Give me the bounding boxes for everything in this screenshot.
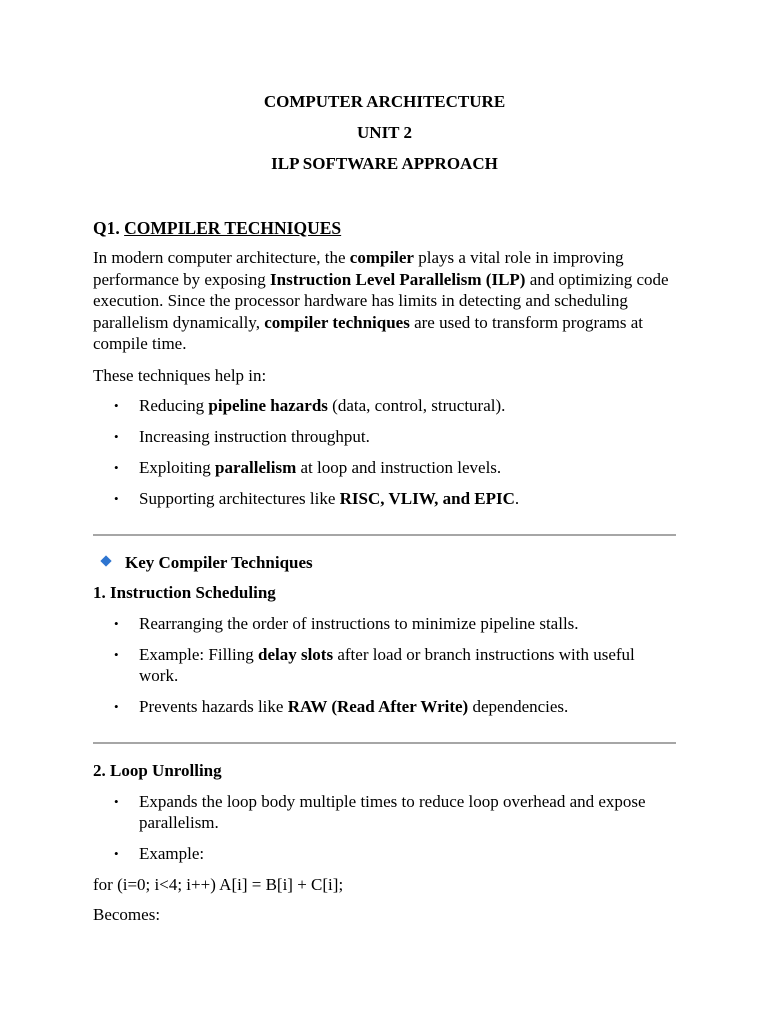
list-item <box>93 843 676 865</box>
item-text-end: (data, control, structural). <box>327 396 506 415</box>
list-item <box>93 457 676 479</box>
item-text: Example: <box>139 844 205 863</box>
document-header <box>93 86 676 179</box>
bullet-icon: • <box>114 615 119 631</box>
intro-paragraph <box>93 247 676 355</box>
topic-title: ILP SOFTWARE APPROACH <box>271 154 498 173</box>
intro-text-1: In modern computer architecture, the <box>93 248 350 267</box>
item-text: Exploiting <box>139 458 216 477</box>
key-techniques-heading <box>93 552 676 574</box>
list-item <box>93 488 676 510</box>
item-bold: RISC, VLIW, and EPIC <box>339 489 515 508</box>
document-page <box>93 86 676 926</box>
diamond-icon <box>100 555 111 566</box>
horizontal-divider <box>93 742 676 744</box>
key-heading-text: Key Compiler Techniques <box>125 552 313 572</box>
item-bold: RAW (Read After Write) <box>287 697 469 716</box>
section-heading-instruction-scheduling: 1. Instruction Scheduling <box>93 582 276 602</box>
intro-text-4: are used to transform programs at compile time. <box>93 312 644 353</box>
list-item <box>93 426 676 448</box>
item-text: Prevents hazards like <box>139 697 288 716</box>
bullet-icon: • <box>114 429 119 444</box>
unrolling-list <box>93 791 676 865</box>
list-item <box>93 644 676 687</box>
item-text-end: after load or branch instructions with useful work. <box>139 644 635 685</box>
list-item <box>93 395 676 417</box>
list-item <box>93 791 676 834</box>
bullet-icon: • <box>114 846 119 861</box>
item-text: Reducing <box>139 396 209 415</box>
item-bold: delay slots <box>258 644 334 664</box>
section-heading-loop-unrolling: 2. Loop Unrolling <box>93 760 222 780</box>
question-title: COMPILER TECHNIQUES <box>124 218 342 238</box>
intro-text-3: and optimizing code execution. Since the processor hardware has limits in detecting and scheduling parallelism dynamically, <box>93 269 669 332</box>
unit-title: UNIT 2 <box>357 123 412 142</box>
item-text-end: dependencies. <box>468 697 569 716</box>
intro-bold-1: compiler <box>349 248 414 267</box>
item-bold: pipeline hazards <box>208 396 328 415</box>
question-number: Q1. <box>93 218 120 238</box>
item-bold: parallelism <box>215 458 297 477</box>
intro-bold-3: compiler techniques <box>264 312 410 332</box>
bullet-icon: • <box>114 646 119 662</box>
becomes-label: Becomes: <box>93 905 161 924</box>
list-item <box>93 696 676 718</box>
code-example: for (i=0; i<4; i++) A[i] = B[i] + C[i]; <box>93 874 344 894</box>
item-text-end: . <box>514 489 520 508</box>
item-text: Rearranging the order of instructions to minimize pipeline stalls. <box>139 613 579 633</box>
scheduling-list <box>93 613 676 718</box>
bullet-icon: • <box>114 699 119 714</box>
question-heading <box>93 217 676 239</box>
bullet-icon: • <box>114 793 119 809</box>
item-text: Expands the loop body multiple times to reduce loop overhead and expose parallelism. <box>139 791 646 832</box>
item-text: Example: Filling <box>139 644 258 664</box>
horizontal-divider <box>93 534 676 536</box>
intro-bold-2: Instruction Level Parallelism (ILP) <box>270 269 526 289</box>
item-text: Increasing instruction throughput. <box>139 427 370 446</box>
bullet-icon: • <box>114 491 119 506</box>
intro-text-2: plays a vital role in improving performance by exposing <box>93 248 624 289</box>
list-item <box>93 613 676 635</box>
item-text-end: at loop and instruction levels. <box>296 458 502 477</box>
item-text: Supporting architectures like <box>139 489 340 508</box>
help-intro: These techniques help in: <box>93 365 267 385</box>
help-list <box>93 395 676 510</box>
course-title: COMPUTER ARCHITECTURE <box>263 92 506 111</box>
bullet-icon: • <box>114 398 119 413</box>
bullet-icon: • <box>114 460 119 475</box>
